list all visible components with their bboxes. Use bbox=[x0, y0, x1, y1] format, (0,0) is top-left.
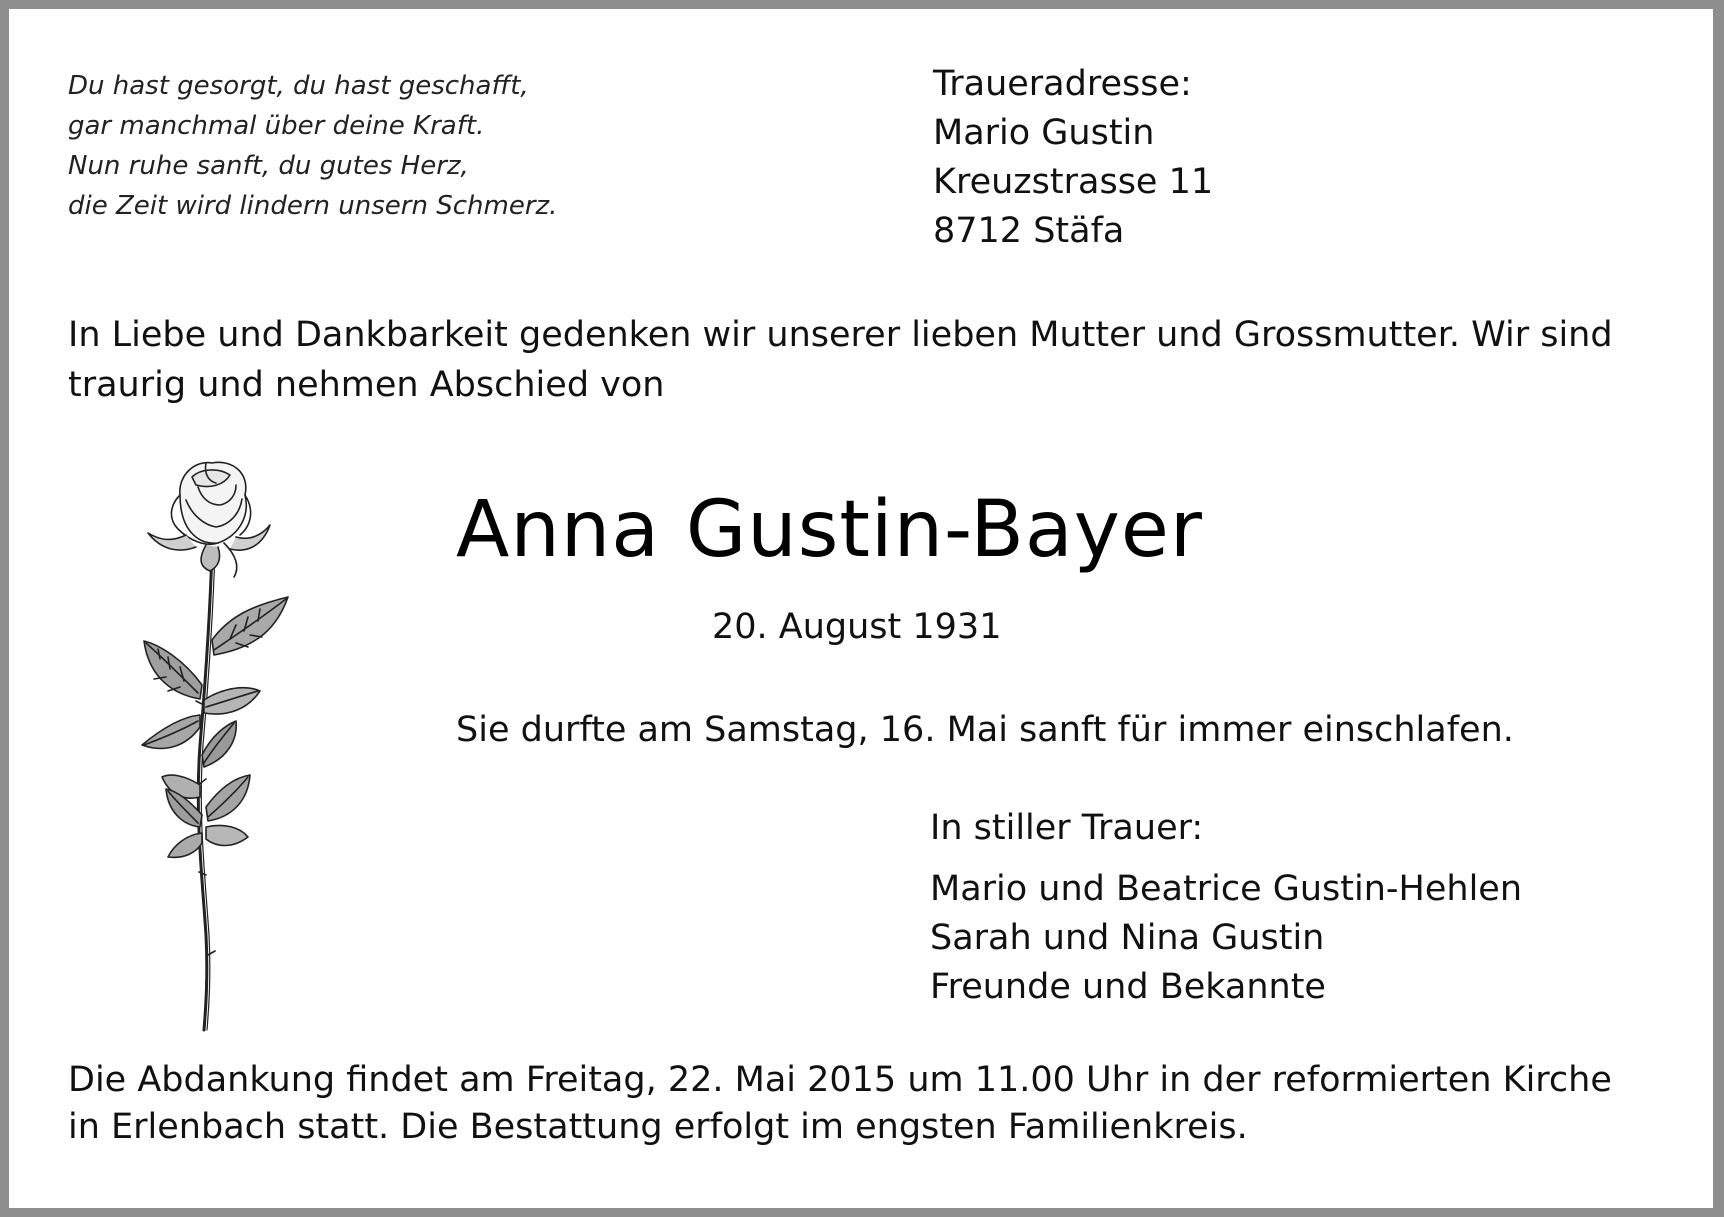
mourning-label: In stiller Trauer: bbox=[930, 808, 1204, 848]
rose-icon bbox=[140, 455, 290, 1035]
intro-line: traurig und nehmen Abschied von bbox=[68, 365, 665, 405]
funeral-info bbox=[68, 1057, 1612, 1151]
deceased-name: Anna Gustin-Bayer bbox=[456, 485, 1203, 575]
mourner-entry: Mario und Beatrice Gustin-Hehlen bbox=[930, 869, 1523, 909]
address-name: Mario Gustin bbox=[933, 113, 1155, 153]
passing-text: Sie durfte am Samstag, 16. Mai sanft für immer einschlafen. bbox=[456, 710, 1514, 750]
poem bbox=[68, 66, 557, 226]
address-street: Kreuzstrasse 11 bbox=[933, 162, 1214, 202]
mourners-list bbox=[930, 865, 1522, 1012]
mourning-address bbox=[933, 60, 1213, 256]
birth-date: 20. August 1931 bbox=[712, 607, 1002, 647]
address-label: Traueradresse: bbox=[933, 64, 1192, 104]
intro-line: In Liebe und Dankbarkeit gedenken wir unserer lieben Mutter und Grossmutter. Wir sind bbox=[68, 315, 1613, 355]
poem-line: Du hast gesorgt, du hast geschafft, bbox=[68, 71, 529, 101]
mourner-entry: Sarah und Nina Gustin bbox=[930, 918, 1325, 958]
poem-line: die Zeit wird lindern unsern Schmerz. bbox=[68, 191, 558, 221]
mourner-entry: Freunde und Bekannte bbox=[930, 967, 1326, 1007]
funeral-line: in Erlenbach statt. Die Bestattung erfolgt im engsten Familienkreis. bbox=[68, 1107, 1248, 1147]
poem-line: Nun ruhe sanft, du gutes Herz, bbox=[68, 151, 469, 181]
poem-line: gar manchmal über deine Kraft. bbox=[68, 111, 485, 141]
intro-text bbox=[68, 310, 1668, 410]
address-city: 8712 Stäfa bbox=[933, 211, 1125, 251]
funeral-line: Die Abdankung findet am Freitag, 22. Mai 2015 um 11.00 Uhr in der reformierten Kirche bbox=[68, 1060, 1612, 1100]
